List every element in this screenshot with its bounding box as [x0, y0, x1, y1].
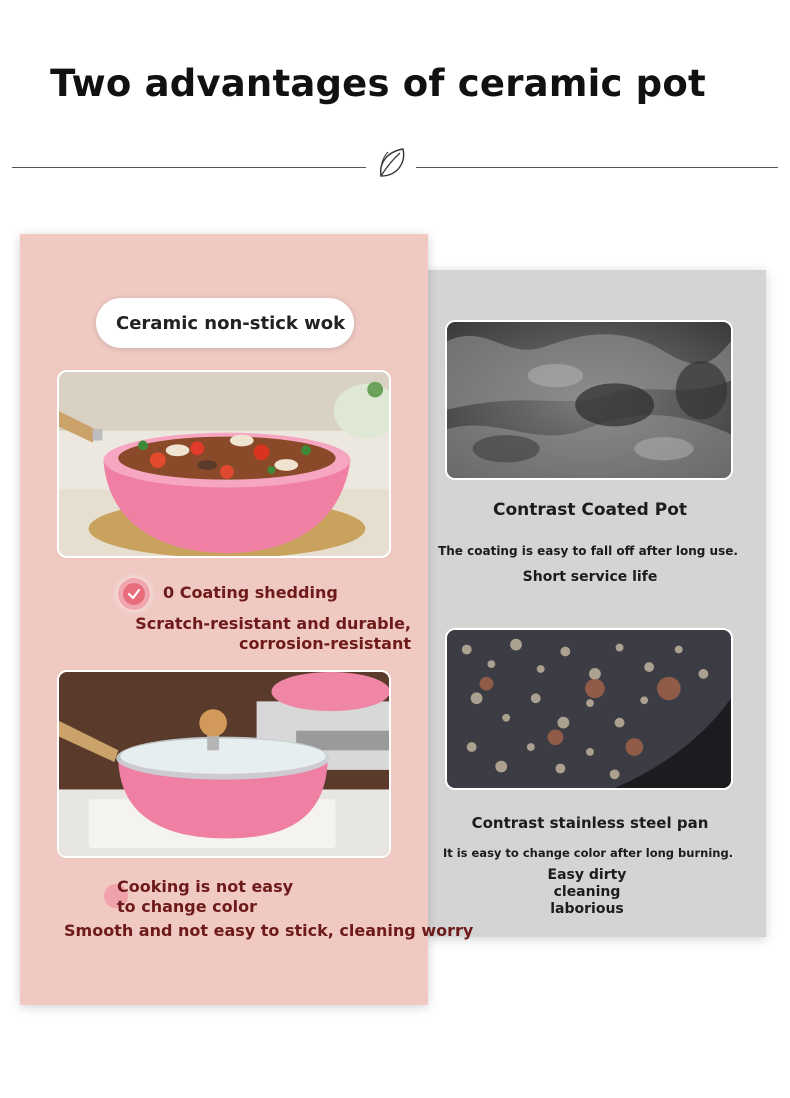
divider-left	[12, 167, 366, 168]
ceramic-wok-photo	[57, 370, 391, 558]
check-badge	[118, 578, 150, 610]
divider-right	[416, 167, 778, 168]
coated-pot-note: The coating is easy to fall off after long use.	[438, 544, 738, 558]
checkmark-icon	[127, 587, 141, 601]
benefit-color-title: Cooking is not easy to change color	[117, 877, 294, 916]
steel-pan-title: Contrast stainless steel pan	[471, 814, 709, 832]
coated-pot-photo	[445, 320, 733, 480]
coated-pot-detail: Short service life	[522, 569, 658, 585]
steel-pan-detail: Easy dirty cleaning laborious	[547, 867, 627, 917]
benefit-coating-title: 0 Coating shedding	[163, 583, 338, 602]
ceramic-wok-label	[96, 298, 354, 348]
ceramic-pot-photo	[57, 670, 391, 858]
ceramic-wok-label-text: Ceramic non-stick wok	[116, 312, 346, 334]
coated-pot-title: Contrast Coated Pot	[492, 500, 688, 520]
benefit-color-desc: Smooth and not easy to stick, cleaning worry	[64, 921, 474, 940]
leaf-icon	[376, 146, 410, 182]
steel-pan-photo	[445, 628, 733, 790]
page-title: Two advantages of ceramic pot	[50, 62, 706, 105]
benefit-coating-desc: Scratch-resistant and durable, corrosion-resistant	[135, 614, 411, 653]
steel-pan-note: It is easy to change color after long burning.	[442, 846, 734, 860]
